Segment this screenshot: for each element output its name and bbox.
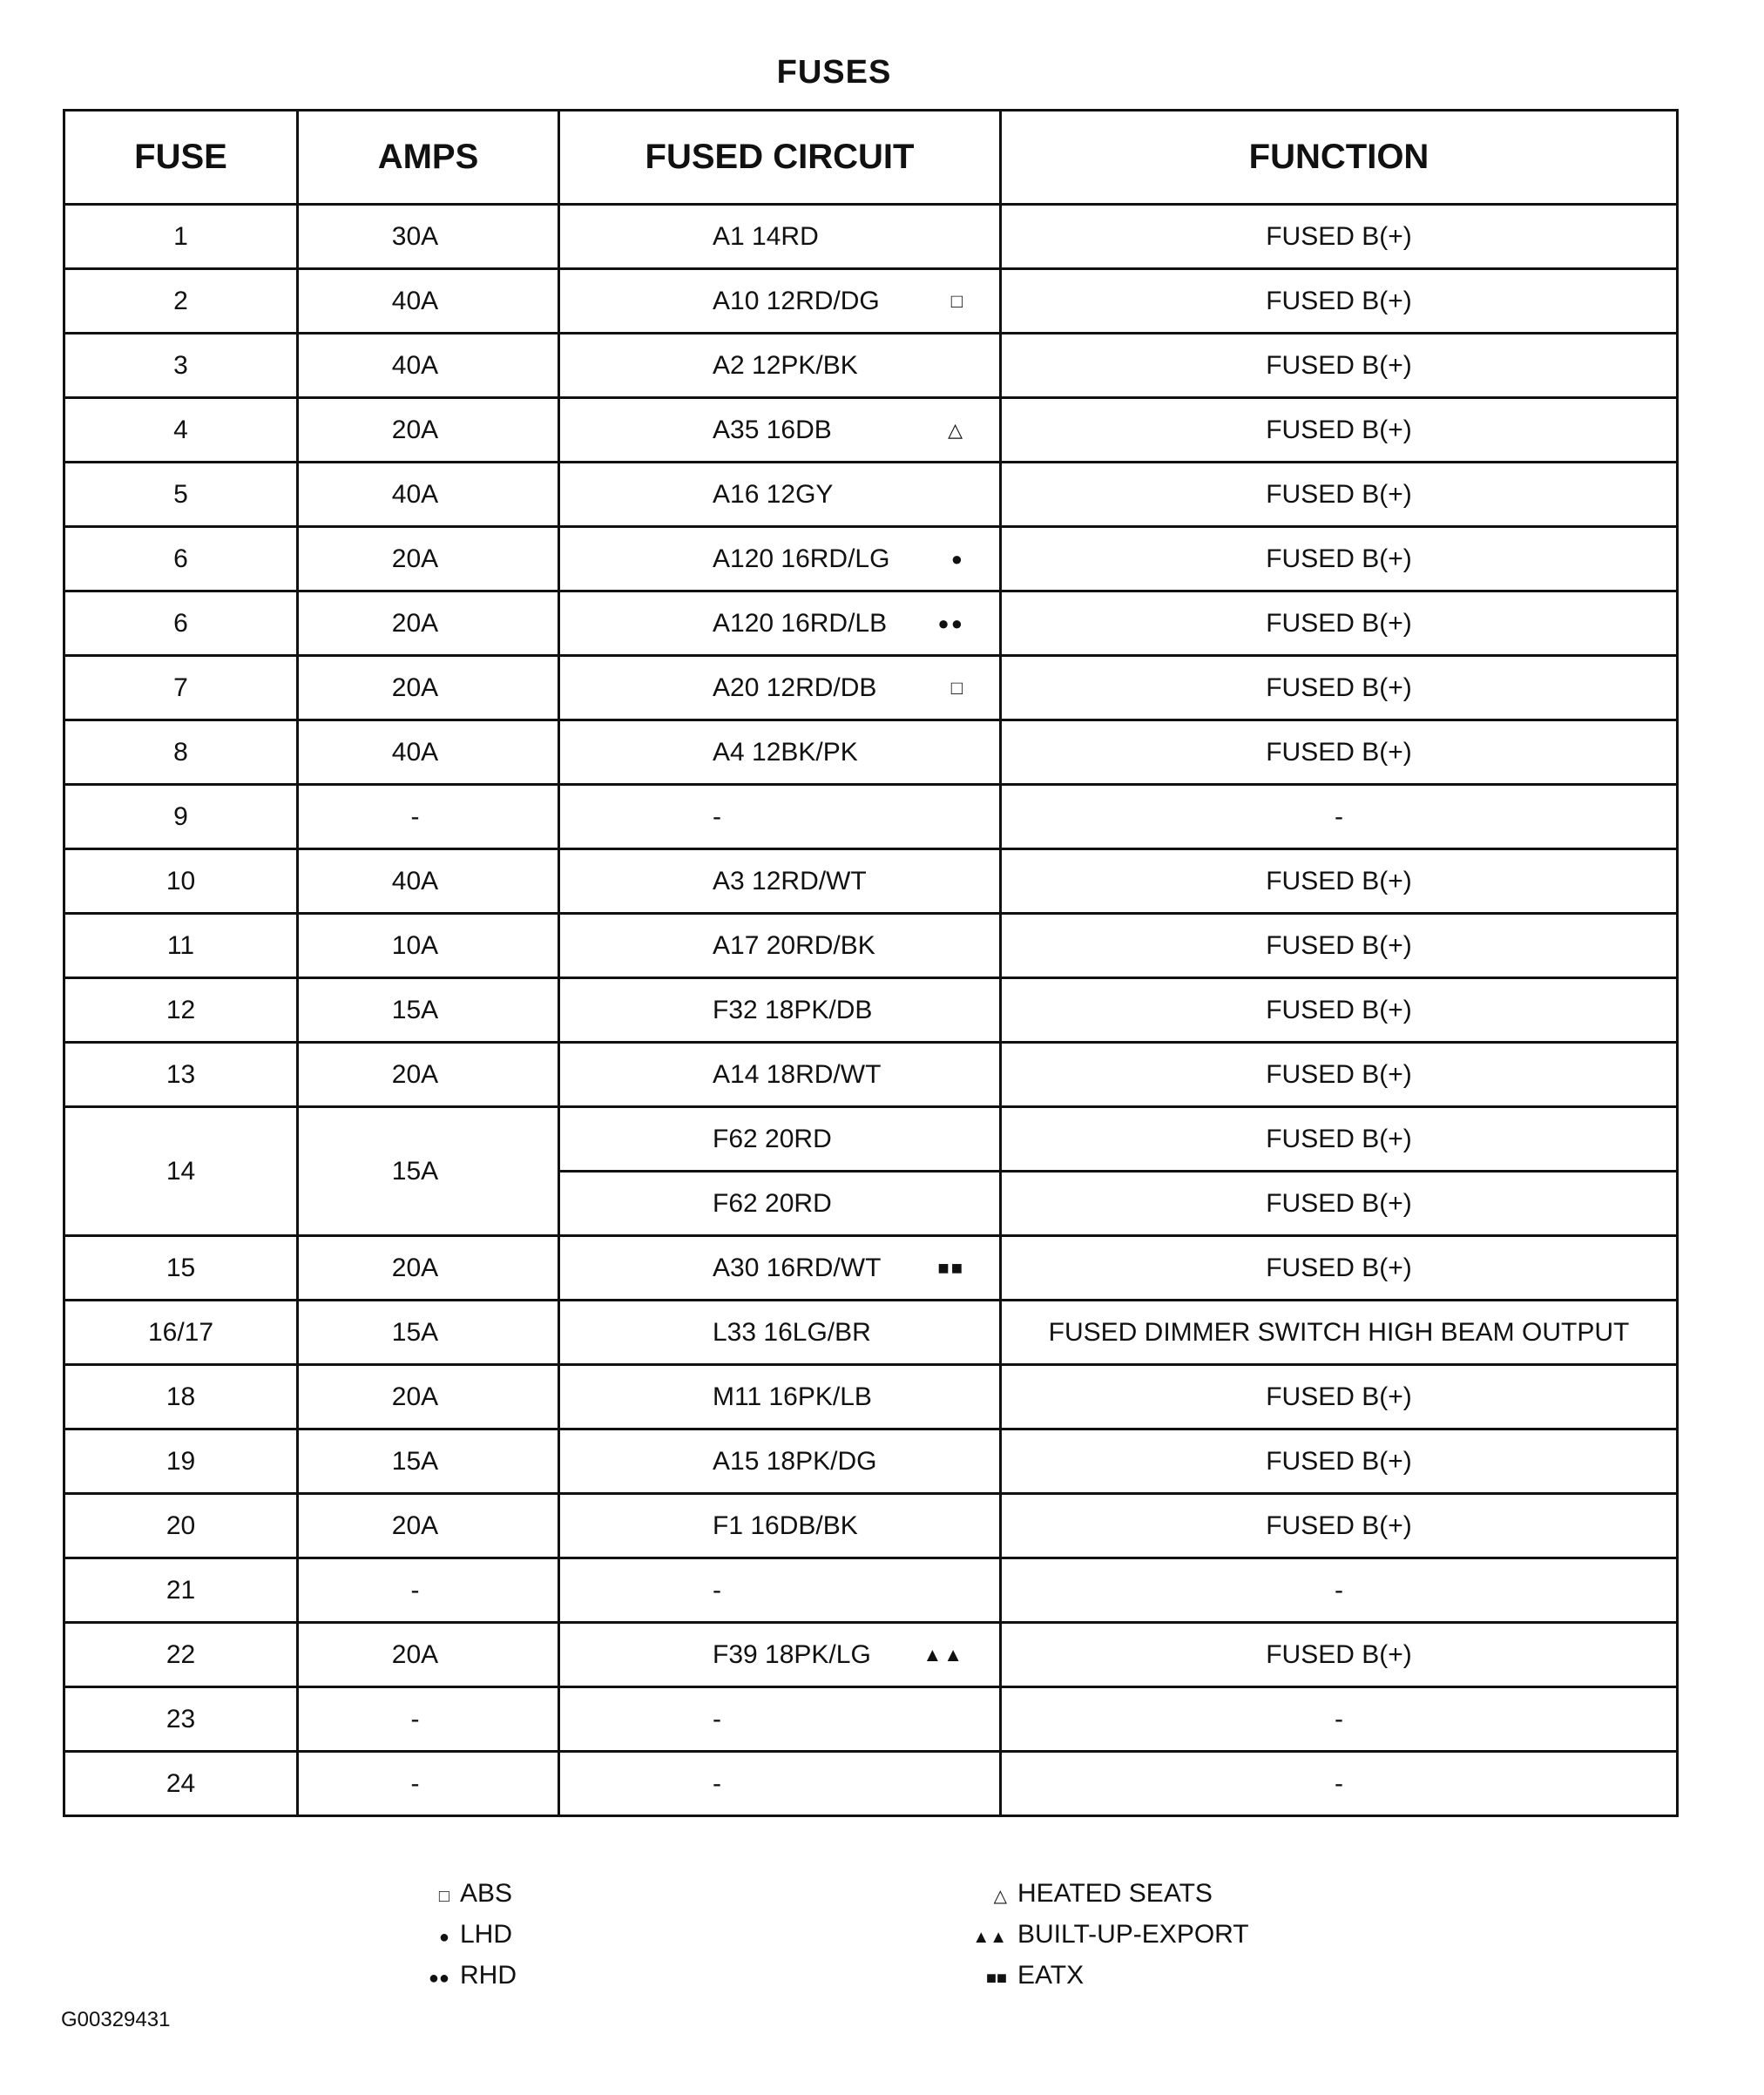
function-cell xyxy=(1001,1687,1678,1752)
function-cell xyxy=(1001,334,1678,398)
fused-circuit-cell-text: M11 16PK/LB xyxy=(713,1382,872,1411)
fuse-number-cell xyxy=(64,914,298,978)
amps-cell xyxy=(298,591,559,656)
amps-cell-text: 20A xyxy=(391,1639,439,1669)
amps-cell-text: 40A xyxy=(391,479,439,509)
fused-circuit-cell-text: A35 16DB xyxy=(713,415,832,444)
function-cell xyxy=(1001,720,1678,785)
amps-cell xyxy=(298,785,559,849)
function-cell xyxy=(1001,463,1678,527)
fused-circuit-cell xyxy=(559,656,1001,720)
amps-cell xyxy=(298,269,559,334)
function-cell xyxy=(1001,591,1678,656)
function-cell-text: FUSED B(+) xyxy=(1266,672,1412,702)
fuse-number-cell xyxy=(64,1043,298,1107)
function-cell-text: - xyxy=(1335,801,1343,831)
function-cell xyxy=(1001,1558,1678,1623)
fuse-number-cell xyxy=(64,463,298,527)
amps-cell-text: 15A xyxy=(391,995,439,1024)
function-cell xyxy=(1001,205,1678,269)
table-row xyxy=(64,849,1678,914)
table-row xyxy=(64,1623,1678,1687)
fuse-number-cell-text: 7 xyxy=(173,672,188,702)
amps-cell xyxy=(298,1558,559,1623)
fuse-number-cell xyxy=(64,656,298,720)
circuit-note-symbol-icon: ●● xyxy=(937,612,964,634)
fuse-number-cell-text: 12 xyxy=(166,995,196,1024)
fuse-number-cell-text: 22 xyxy=(166,1639,196,1669)
legend-item xyxy=(409,1916,517,1956)
legend-item xyxy=(409,1956,517,1997)
fuse-number-cell xyxy=(64,527,298,591)
fused-circuit-cell-text: A120 16RD/LB xyxy=(713,608,888,638)
amps-cell xyxy=(298,334,559,398)
fused-circuit-cell-text: F1 16DB/BK xyxy=(713,1510,858,1540)
amps-cell-text: 20A xyxy=(391,415,439,444)
fused-circuit-cell-text: - xyxy=(713,1704,721,1733)
fuse-number-cell-text: 5 xyxy=(173,479,188,509)
legend-label: EATX xyxy=(1017,1961,1085,1990)
table-row xyxy=(64,398,1678,463)
fused-circuit-cell-text: A15 18PK/DG xyxy=(713,1446,877,1476)
column-header-function: FUNCTION xyxy=(1001,111,1678,205)
table-row xyxy=(64,205,1678,269)
fuse-number-cell-text: 6 xyxy=(173,608,188,638)
amps-cell xyxy=(298,849,559,914)
function-cell xyxy=(1001,656,1678,720)
function-cell xyxy=(1001,1623,1678,1687)
fuse-number-cell-text: 18 xyxy=(166,1382,196,1411)
fuse-number-cell-text: 9 xyxy=(173,801,188,831)
amps-cell-text: 20A xyxy=(391,672,439,702)
function-cell xyxy=(1001,1752,1678,1816)
fuse-number-cell xyxy=(64,1365,298,1429)
function-cell-text: FUSED B(+) xyxy=(1266,1188,1412,1218)
function-cell xyxy=(1001,849,1678,914)
amps-cell-text: 15A xyxy=(391,1317,439,1347)
fused-circuit-cell-text: A30 16RD/WT xyxy=(713,1253,882,1282)
amps-cell-text: 15A xyxy=(391,1446,439,1476)
table-row xyxy=(64,978,1678,1043)
legend-right xyxy=(967,1875,1249,1997)
function-cell xyxy=(1001,1172,1678,1236)
function-cell-text: - xyxy=(1335,1704,1343,1733)
function-cell xyxy=(1001,785,1678,849)
fused-circuit-cell xyxy=(559,205,1001,269)
circuit-note-symbol-icon: ● xyxy=(950,547,964,570)
legend-item xyxy=(409,1875,517,1916)
fuse-number-cell xyxy=(64,1623,298,1687)
triangle-outline-icon: △ xyxy=(993,1887,1007,1906)
function-cell-text: FUSED B(+) xyxy=(1266,1059,1412,1089)
fuse-number-cell xyxy=(64,269,298,334)
amps-cell xyxy=(298,1623,559,1687)
fused-circuit-cell-text: A17 20RD/BK xyxy=(713,930,875,960)
fuse-number-cell-text: 2 xyxy=(173,286,188,315)
amps-cell xyxy=(298,205,559,269)
table-row xyxy=(64,914,1678,978)
fused-circuit-cell xyxy=(559,1752,1001,1816)
page-title: FUSES xyxy=(776,54,892,91)
amps-cell-text: 40A xyxy=(391,737,439,767)
amps-cell xyxy=(298,527,559,591)
double-square-icon: ■■ xyxy=(985,1969,1007,1988)
fused-circuit-cell-text: A2 12PK/BK xyxy=(713,350,858,380)
function-cell xyxy=(1001,1494,1678,1558)
fuse-number-cell-text: 14 xyxy=(166,1156,196,1186)
column-header-fused-circuit: FUSED CIRCUIT xyxy=(559,111,1001,205)
amps-cell-text: 40A xyxy=(391,350,439,380)
function-cell-text: FUSED DIMMER SWITCH HIGH BEAM OUTPUT xyxy=(1048,1317,1630,1347)
amps-cell-text: 40A xyxy=(391,286,439,315)
fuse-number-cell-text: 19 xyxy=(166,1446,196,1476)
amps-cell-text: 40A xyxy=(391,866,439,895)
fuse-number-cell xyxy=(64,1429,298,1494)
amps-cell-text: 20A xyxy=(391,1510,439,1540)
amps-cell xyxy=(298,463,559,527)
fuse-number-cell-text: 13 xyxy=(166,1059,196,1089)
fuse-number-cell-text: 16/17 xyxy=(147,1317,214,1347)
circuit-note-symbol-icon: ■■ xyxy=(937,1256,964,1279)
function-cell xyxy=(1001,978,1678,1043)
fused-circuit-cell xyxy=(559,1107,1001,1172)
amps-cell xyxy=(298,1365,559,1429)
amps-cell-text: 20A xyxy=(391,1059,439,1089)
amps-cell xyxy=(298,720,559,785)
fuse-number-cell-text: 21 xyxy=(166,1575,196,1605)
function-cell-text: FUSED B(+) xyxy=(1266,1446,1412,1476)
amps-cell-text: 30A xyxy=(391,221,439,251)
fuse-number-cell xyxy=(64,398,298,463)
function-cell-text: FUSED B(+) xyxy=(1266,350,1412,380)
table-row xyxy=(64,720,1678,785)
fused-circuit-cell xyxy=(559,1687,1001,1752)
table-row xyxy=(64,1429,1678,1494)
double-dot-icon: ●● xyxy=(428,1969,449,1988)
fuse-number-cell-text: 3 xyxy=(173,350,188,380)
fuse-number-cell xyxy=(64,1236,298,1301)
legend-label: LHD xyxy=(460,1920,513,1949)
fused-circuit-cell-text: A14 18RD/WT xyxy=(713,1059,882,1089)
fuse-table-body xyxy=(64,205,1678,1816)
amps-cell-text: - xyxy=(410,1575,420,1605)
fused-circuit-cell-text: - xyxy=(713,801,721,831)
function-cell-text: FUSED B(+) xyxy=(1266,737,1412,767)
fused-circuit-cell xyxy=(559,1172,1001,1236)
table-row xyxy=(64,1687,1678,1752)
amps-cell xyxy=(298,1301,559,1365)
amps-cell xyxy=(298,1429,559,1494)
legend-item xyxy=(967,1956,1249,1997)
fused-circuit-cell xyxy=(559,1623,1001,1687)
fused-circuit-cell-text: A3 12RD/WT xyxy=(713,866,867,895)
function-cell xyxy=(1001,914,1678,978)
amps-cell-text: 20A xyxy=(391,544,439,573)
amps-cell-text: - xyxy=(410,801,420,831)
fused-circuit-cell-text: A20 12RD/DB xyxy=(713,672,877,702)
fused-circuit-cell xyxy=(559,269,1001,334)
fuse-number-cell xyxy=(64,1301,298,1365)
function-cell-text: FUSED B(+) xyxy=(1266,221,1412,251)
function-cell-text: FUSED B(+) xyxy=(1266,930,1412,960)
fused-circuit-cell xyxy=(559,1365,1001,1429)
table-row xyxy=(64,1301,1678,1365)
fuse-number-cell xyxy=(64,978,298,1043)
column-header-amps: AMPS xyxy=(298,111,559,205)
circuit-note-symbol-icon: ▲▲ xyxy=(923,1643,964,1666)
fused-circuit-cell xyxy=(559,1558,1001,1623)
amps-cell-text: 10A xyxy=(391,930,439,960)
table-row xyxy=(64,1365,1678,1429)
function-cell-text: - xyxy=(1335,1575,1343,1605)
fused-circuit-cell xyxy=(559,914,1001,978)
fused-circuit-cell xyxy=(559,1043,1001,1107)
function-cell xyxy=(1001,1429,1678,1494)
fuse-number-cell xyxy=(64,334,298,398)
figure-code: G00329431 xyxy=(61,2008,171,2031)
fuse-number-cell xyxy=(64,1494,298,1558)
amps-cell xyxy=(298,1494,559,1558)
fuse-number-cell-text: 15 xyxy=(166,1253,196,1282)
fused-circuit-cell xyxy=(559,720,1001,785)
fused-circuit-cell xyxy=(559,398,1001,463)
table-row xyxy=(64,1752,1678,1816)
function-cell xyxy=(1001,1107,1678,1172)
function-cell-text: FUSED B(+) xyxy=(1266,415,1412,444)
fused-circuit-cell xyxy=(559,334,1001,398)
table-row xyxy=(64,334,1678,398)
function-cell-text: FUSED B(+) xyxy=(1266,608,1412,638)
fuse-number-cell xyxy=(64,1752,298,1816)
square-icon: □ xyxy=(438,1887,449,1906)
fused-circuit-cell-text: - xyxy=(713,1768,721,1798)
table-row xyxy=(64,527,1678,591)
amps-cell xyxy=(298,1107,559,1236)
legend-label: RHD xyxy=(460,1961,517,1990)
fused-circuit-cell-text: A1 14RD xyxy=(713,221,819,251)
fuse-number-cell-text: 20 xyxy=(166,1510,196,1540)
fuse-number-cell-text: 23 xyxy=(166,1704,196,1733)
function-cell xyxy=(1001,1365,1678,1429)
function-cell-text: FUSED B(+) xyxy=(1266,286,1412,315)
circuit-note-symbol-icon: □ xyxy=(950,676,964,699)
table-row xyxy=(64,591,1678,656)
fuse-number-cell-text: 8 xyxy=(173,737,188,767)
fuse-number-cell-text: 24 xyxy=(166,1768,196,1798)
table-row xyxy=(64,1236,1678,1301)
function-cell-text: FUSED B(+) xyxy=(1266,1124,1412,1153)
function-cell-text: FUSED B(+) xyxy=(1266,544,1412,573)
table-row xyxy=(64,463,1678,527)
fused-circuit-cell xyxy=(559,1301,1001,1365)
fused-circuit-cell xyxy=(559,849,1001,914)
fused-circuit-cell-text: A120 16RD/LG xyxy=(713,544,890,573)
function-cell-text: FUSED B(+) xyxy=(1266,866,1412,895)
column-header-fuse: FUSE xyxy=(64,111,298,205)
fuse-number-cell-text: 11 xyxy=(166,930,195,960)
function-cell xyxy=(1001,269,1678,334)
fuse-number-cell xyxy=(64,1107,298,1236)
fuse-number-cell-text: 4 xyxy=(173,415,188,444)
amps-cell-text: 20A xyxy=(391,1382,439,1411)
table-row xyxy=(64,785,1678,849)
table-row xyxy=(64,1107,1678,1172)
amps-cell xyxy=(298,1752,559,1816)
legend-label: BUILT-UP-EXPORT xyxy=(1017,1920,1249,1949)
double-triangle-icon: ▲▲ xyxy=(972,1928,1007,1947)
amps-cell-text: - xyxy=(410,1704,420,1733)
fused-circuit-cell-text: A4 12BK/PK xyxy=(713,737,858,767)
fused-circuit-cell-text: L33 16LG/BR xyxy=(713,1317,871,1347)
function-cell-text: FUSED B(+) xyxy=(1266,1510,1412,1540)
fused-circuit-cell xyxy=(559,978,1001,1043)
fuse-number-cell xyxy=(64,591,298,656)
fuse-number-cell-text: 1 xyxy=(173,221,188,251)
fused-circuit-cell-text: F62 20RD xyxy=(713,1188,832,1218)
fused-circuit-cell-text: A16 12GY xyxy=(713,479,834,509)
fuse-number-cell xyxy=(64,720,298,785)
fused-circuit-cell xyxy=(559,1236,1001,1301)
function-cell xyxy=(1001,1301,1678,1365)
fused-circuit-cell-text: F62 20RD xyxy=(713,1124,832,1153)
function-cell-text: FUSED B(+) xyxy=(1266,1382,1412,1411)
fused-circuit-cell xyxy=(559,1429,1001,1494)
function-cell-text: FUSED B(+) xyxy=(1266,1253,1412,1282)
function-cell-text: - xyxy=(1335,1768,1343,1798)
fused-circuit-cell-text: - xyxy=(713,1575,721,1605)
fuse-number-cell xyxy=(64,205,298,269)
fused-circuit-cell xyxy=(559,785,1001,849)
amps-cell-text: 20A xyxy=(391,1253,439,1282)
amps-cell xyxy=(298,656,559,720)
table-row xyxy=(64,269,1678,334)
legend-left xyxy=(409,1875,517,1997)
circuit-note-symbol-icon: △ xyxy=(948,418,964,441)
table-header-row xyxy=(64,111,1678,205)
amps-cell xyxy=(298,1687,559,1752)
fused-circuit-cell-text: F39 18PK/LG xyxy=(713,1639,871,1669)
amps-cell-text: 20A xyxy=(391,608,439,638)
dot-icon: ● xyxy=(438,1928,449,1947)
fused-circuit-cell xyxy=(559,591,1001,656)
legend-item xyxy=(967,1875,1249,1916)
amps-cell xyxy=(298,1236,559,1301)
amps-cell xyxy=(298,1043,559,1107)
fuse-number-cell-text: 6 xyxy=(173,544,188,573)
table-row xyxy=(64,1494,1678,1558)
fuse-number-cell xyxy=(64,785,298,849)
function-cell xyxy=(1001,398,1678,463)
table-row xyxy=(64,656,1678,720)
amps-cell xyxy=(298,914,559,978)
circuit-note-symbol-icon: □ xyxy=(950,289,964,312)
amps-cell xyxy=(298,978,559,1043)
fuse-number-cell xyxy=(64,1687,298,1752)
legend-label: HEATED SEATS xyxy=(1017,1879,1213,1908)
function-cell-text: FUSED B(+) xyxy=(1266,995,1412,1024)
fused-circuit-cell-text: F32 18PK/DB xyxy=(713,995,873,1024)
fused-circuit-cell xyxy=(559,463,1001,527)
amps-cell-text: - xyxy=(410,1768,420,1798)
fuse-number-cell xyxy=(64,1558,298,1623)
fused-circuit-cell xyxy=(559,527,1001,591)
amps-cell-text: 15A xyxy=(391,1156,439,1186)
table-row xyxy=(64,1043,1678,1107)
fused-circuit-cell-text: A10 12RD/DG xyxy=(713,286,880,315)
function-cell-text: FUSED B(+) xyxy=(1266,479,1412,509)
legend-label: ABS xyxy=(460,1879,513,1908)
fuse-number-cell-text: 10 xyxy=(166,866,196,895)
function-cell xyxy=(1001,527,1678,591)
legend-item xyxy=(967,1916,1249,1956)
table-row xyxy=(64,1558,1678,1623)
fuse-table xyxy=(63,109,1679,1817)
fuse-number-cell xyxy=(64,849,298,914)
function-cell-text: FUSED B(+) xyxy=(1266,1639,1412,1669)
fused-circuit-cell xyxy=(559,1494,1001,1558)
function-cell xyxy=(1001,1043,1678,1107)
function-cell xyxy=(1001,1236,1678,1301)
amps-cell xyxy=(298,398,559,463)
